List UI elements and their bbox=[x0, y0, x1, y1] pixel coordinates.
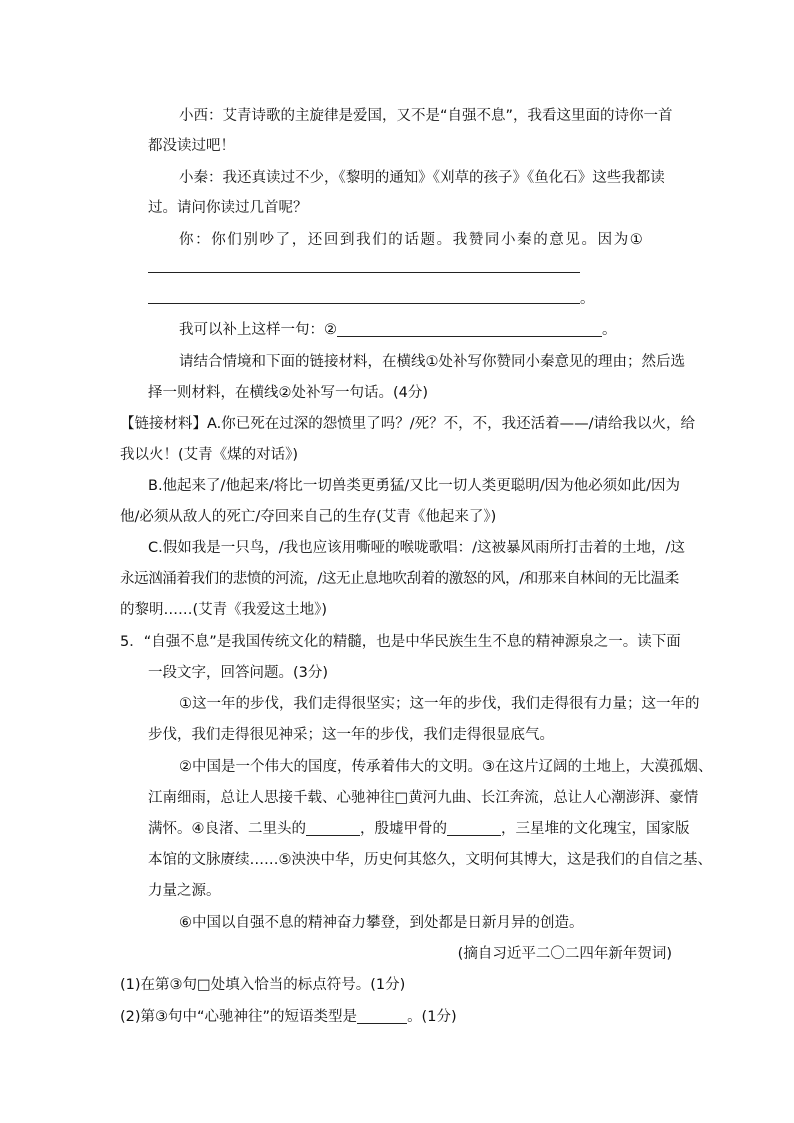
answer-blank-2[interactable] bbox=[337, 320, 602, 337]
answer-blank-1-end-mark: 。 bbox=[580, 291, 595, 307]
passage-p2-line3 bbox=[148, 819, 690, 839]
passage-source: (摘自习近平二〇二四年新年贺词) bbox=[457, 946, 672, 962]
supplement-line bbox=[179, 320, 617, 340]
question5-stem-line1: 5．“自强不息”是我国传统文化的精髓，也是中华民族生生不息的精神源泉之一。读下面 bbox=[120, 634, 681, 650]
subquestion-2-end: 。(1分) bbox=[407, 1009, 457, 1025]
dialogue-xiaoqin-line1: 小秦：我还真读过不少，《黎明的通知》《刈草的孩子》《鱼化石》这些我都读 bbox=[179, 170, 665, 186]
subquestion-1: (1)在第③句□处填入恰当的标点符号。(1分) bbox=[120, 977, 406, 993]
material-c-line1: C.假如我是一只鸟，/我也应该用嘶哑的喉咙歌唱：/这被暴风雨所打击着的土地，/这 bbox=[148, 540, 685, 556]
material-c-line3: 的黎明……(艾青《我爱这土地》) bbox=[120, 602, 328, 618]
answer-blank-phrase-type[interactable] bbox=[357, 1007, 407, 1024]
answer-blank-1a[interactable] bbox=[148, 272, 580, 273]
supplement-end: 。 bbox=[602, 322, 617, 338]
passage-p2-line3-part-c: ，三星堆的文化瑰宝，国家版 bbox=[501, 821, 690, 837]
material-a-line2: 我以火！(艾青《煤的对话》) bbox=[120, 447, 299, 463]
dialogue-xiaoxi-line1: 小西：艾青诗歌的主旋律是爱国，又不是“自强不息”，我看这里面的诗你一首 bbox=[179, 108, 673, 124]
passage-p2-line3-part-b: ，殷墟甲骨的 bbox=[360, 821, 447, 837]
subquestion-2-text: (2)第③句中“心驰神往”的短语类型是 bbox=[120, 1009, 358, 1025]
supplement-prefix: 我可以补上这样一句：② bbox=[179, 322, 337, 338]
dialogue-xiaoxi-line2: 都没读过吧！ bbox=[148, 138, 235, 154]
passage-p1-line2: 步伐，我们走得很见神采；这一年的步伐，我们走得很显底气。 bbox=[148, 727, 554, 743]
passage-p1-line1: ①这一年的步伐，我们走得很坚实；这一年的步伐，我们走得很有力量；这一年的 bbox=[179, 696, 700, 712]
answer-blank-liangzhu[interactable] bbox=[306, 819, 360, 836]
material-a-line1: 【链接材料】A.你已死在过深的怨愤里了吗？/死？不，不，我还活着——/请给我以火，给 bbox=[120, 416, 696, 432]
passage-p3-line1: ⑥中国以自强不息的精神奋力攀登，到处都是日新月异的创造。 bbox=[179, 915, 584, 931]
passage-p2-line1: ②中国是一个伟大的国度，传承着伟大的文明。③在这片辽阔的土地上，大漠孤烟、 bbox=[179, 759, 713, 775]
material-b-line2: 他/必须从敌人的死亡/夺回来自己的生存(艾青《他起来了》) bbox=[120, 509, 497, 525]
instruction-line2: 择一则材料，在横线②处补写一句话。(4分) bbox=[148, 385, 429, 401]
subquestion-2 bbox=[120, 1007, 457, 1027]
passage-p2-line2: 江南细雨，总让人思接千载、心驰神往□黄河九曲、长江奔流，总让人心潮澎湃、豪情 bbox=[148, 790, 699, 806]
instruction-line1: 请结合情境和下面的链接材料，在横线①处补写你赞同小秦意见的理由；然后选 bbox=[179, 354, 685, 370]
material-c-line2: 永远汹涌着我们的悲愤的河流，/这无止息地吹刮着的激怒的风，/和那来自林间的无比温柔 bbox=[120, 571, 679, 587]
passage-p2-line5: 力量之源。 bbox=[148, 883, 221, 899]
answer-blank-yinxu[interactable] bbox=[447, 819, 501, 836]
passage-p2-line4: 本馆的文脉赓续……⑤泱泱中华，历史何其悠久，文明何其博大，这是我们的自信之基、 bbox=[148, 852, 712, 868]
answer-blank-1b[interactable] bbox=[148, 303, 580, 304]
dialogue-you-line1: 你：你们别吵了，还回到我们的话题。我赞同小秦的意见。因为① bbox=[179, 232, 645, 248]
passage-p2-line3-part-a: 满怀。④良渚、二里头的 bbox=[148, 821, 306, 837]
question5-stem-line2: 一段文字，回答问题。(3分) bbox=[148, 665, 329, 681]
material-b-line1: B.他起来了/他起来/将比一切兽类更勇猛/又比一切人类更聪明/因为他必须如此/因为 bbox=[148, 478, 680, 494]
dialogue-xiaoqin-line2: 过。请问你读过几首呢？ bbox=[148, 200, 308, 216]
